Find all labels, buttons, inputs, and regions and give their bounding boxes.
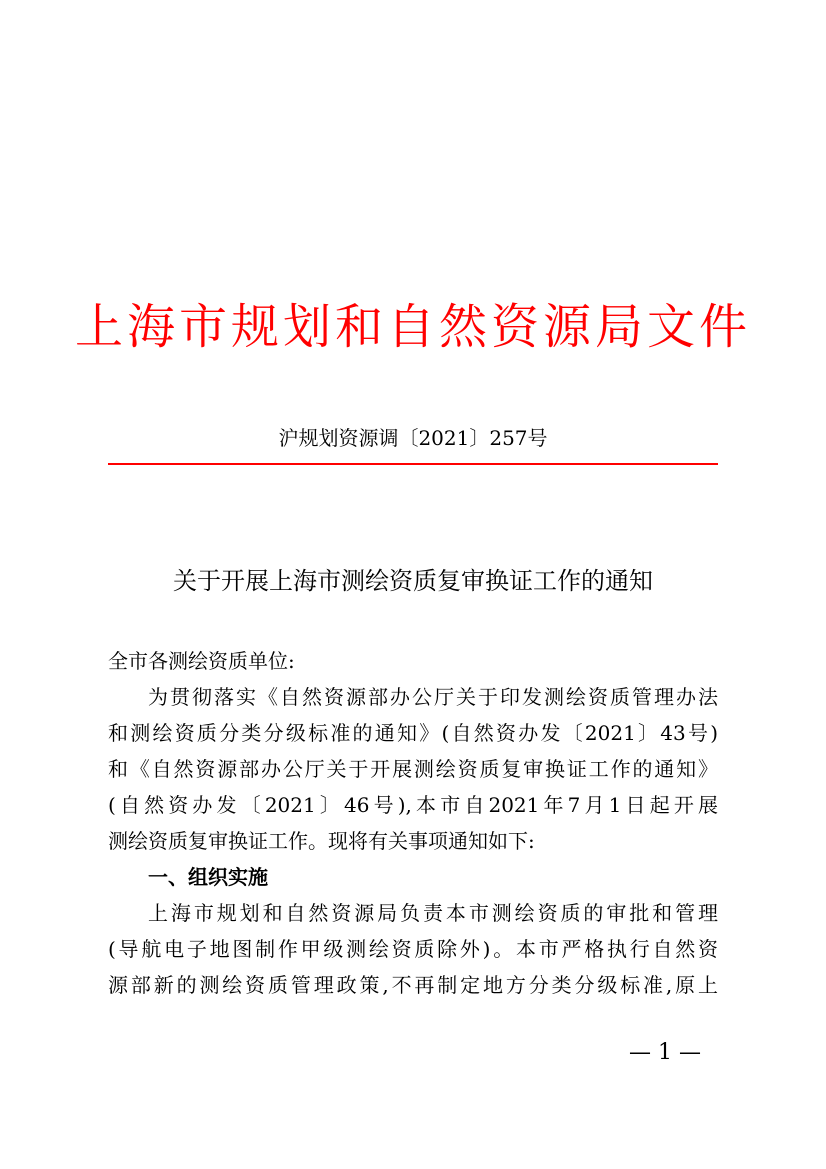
document-number: 沪规划资源调〔2021〕257号: [278, 426, 548, 450]
issuing-authority-header: 上海市规划和自然资源局文件: [74, 299, 751, 355]
paragraph-line: (自然资办发〔2021〕46号),本市自2021年7月1日起开展: [108, 793, 718, 817]
paragraph-line: 源部新的测绘资质管理政策,不再制定地方分类分级标准,原上: [108, 973, 718, 997]
paragraph-line: 和测绘资质分类分级标准的通知》(自然资办发〔2021〕43号): [108, 721, 718, 745]
paragraph-line: 上海市规划和自然资源局负责本市测绘资质的审批和管理: [148, 901, 718, 925]
section-heading: 一、组织实施: [148, 865, 268, 889]
red-separator-rule: [108, 463, 718, 465]
page-number: — 1 —: [629, 1040, 701, 1065]
paragraph-line: 和《自然资源部办公厅关于开展测绘资质复审换证工作的通知》: [108, 757, 718, 781]
paragraph-line: 测绘资质复审换证工作。现将有关事项通知如下:: [108, 829, 535, 853]
salutation: 全市各测绘资质单位:: [108, 649, 295, 673]
notice-title: 关于开展上海市测绘资质复审换证工作的通知: [173, 567, 653, 595]
paragraph-line: (导航电子地图制作甲级测绘资质除外)。本市严格执行自然资: [108, 937, 718, 961]
paragraph-line: 为贯彻落实《自然资源部办公厅关于印发测绘资质管理办法: [148, 685, 718, 709]
